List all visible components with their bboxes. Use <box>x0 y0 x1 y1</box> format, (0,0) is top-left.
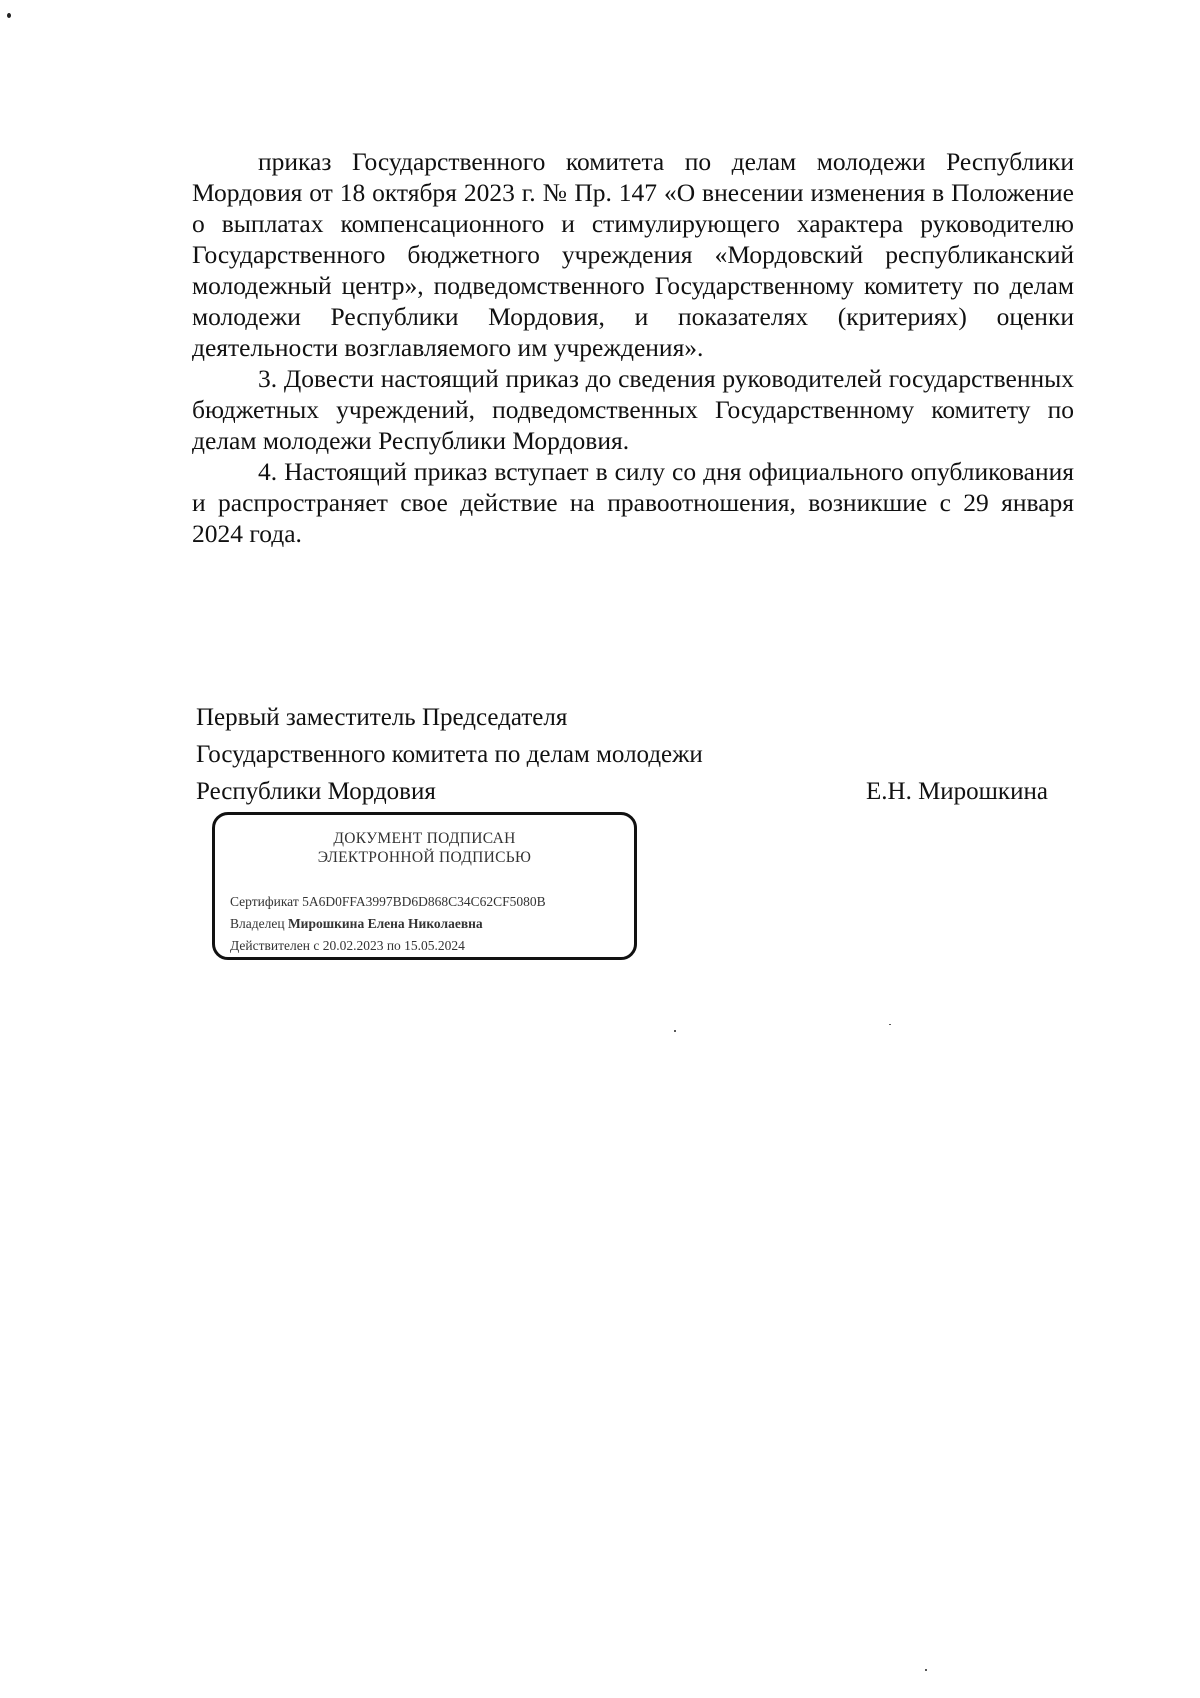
stamp-validity-line <box>230 937 465 954</box>
stamp-valid-from-prefix: с <box>313 938 320 953</box>
scan-speck-mark <box>889 1024 891 1025</box>
stamp-valid-to: 15.05.2024 <box>404 938 465 953</box>
signatory-position-line: Государственного комитета по делам молодежи <box>196 741 703 768</box>
stamp-owner-value: Мирошкина Елена Николаевна <box>287 916 483 931</box>
stamp-title-line: ДОКУМЕНТ ПОДПИСАН <box>333 830 516 847</box>
stamp-valid-from: 20.02.2023 <box>322 938 384 953</box>
stamp-valid-label: Действителен <box>230 938 310 953</box>
stamp-title-line: ЭЛЕКТРОННОЙ ПОДПИСЬЮ <box>317 849 532 866</box>
stamp-valid-to-prefix: по <box>386 938 401 953</box>
paragraph-item-3: 3. Довести настоящий приказ до сведения руководителей государственных бюджетных учреждений, подведомственных Государственному комитету по делам молодежи Республики Мордовия. <box>192 364 1074 455</box>
signatory-position-line: Республики Мордовия <box>196 778 436 805</box>
document-body <box>192 146 1074 549</box>
stamp-certificate-label: Сертификат <box>230 894 299 909</box>
paragraph-item-4: 4. Настоящий приказ вступает в силу со дня официального опубликования и распространяет свое действие на правоотношения, возникшие с 29 января 2024 года. <box>192 457 1074 548</box>
scan-speck-mark <box>7 13 11 18</box>
stamp-owner-label: Владелец <box>230 916 285 931</box>
scan-speck-mark <box>925 1669 927 1671</box>
paragraph-order-reference: приказ Государственного комитета по делам молодежи Республики Мордовия от 18 октября 2023 г. № Пр. 147 «О внесении изменения в Положение о выплатах компенсационного и стимулирующего характера руководителю Государственного бюджетного учреждения «Мордовский республиканский молодежный центр», подведомственного Государственному комитету по делам молодежи Республики Мордовия, и показателях (критериях) оценки деятельности возглавляемого им учреждения». <box>192 147 1074 362</box>
stamp-certificate-line <box>230 893 546 910</box>
stamp-certificate-value: 5A6D0FFA3997BD6D868C34C62CF5080B <box>302 894 546 909</box>
stamp-owner-line <box>230 915 483 932</box>
signatory-position-line: Первый заместитель Председателя <box>196 704 568 731</box>
signatory-name: Е.Н. Мирошкина <box>866 778 1048 805</box>
scan-speck-mark <box>674 1030 676 1032</box>
stamp-title <box>215 829 634 867</box>
signatory-position <box>196 699 703 810</box>
electronic-signature-stamp <box>212 812 637 960</box>
